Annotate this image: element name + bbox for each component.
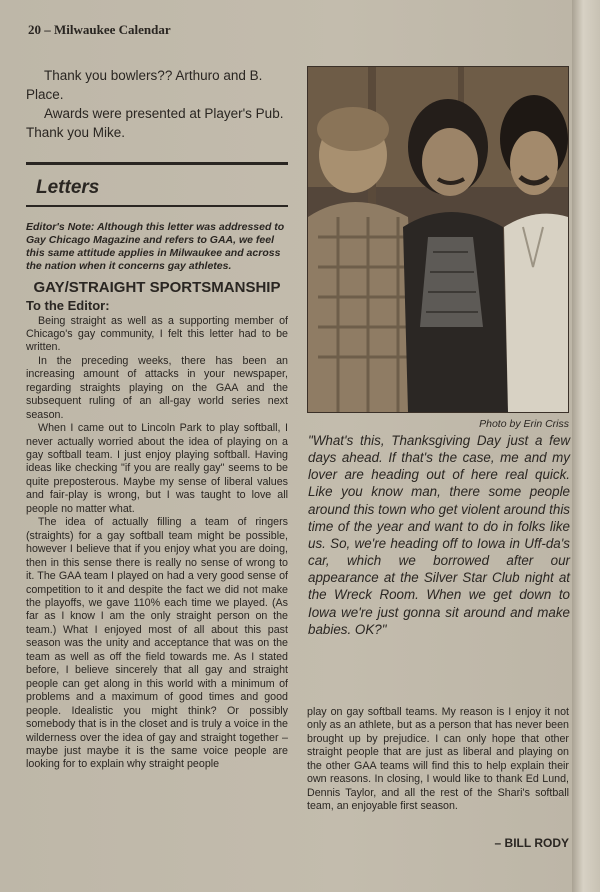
letter-body-left <box>26 315 288 772</box>
letter-paragraph: The idea of actually filling a team of ringers (straights) for a gay softball team might be possible, however I believe that if you enjoy what you are doing, then in this sense there is really no sense of wrong to it. The GAA team I played on had a very good sense of competition to it and despite the fact we did not make the playoffs, we gave 110% each time we played. (As far as I know I am the only straight person on the team.) What I enjoyed most of all about this past season was the unity and acceptance that was on the team as well as off the field towards me. As I stated before, I believe sincerely that all gay and straight people can get along in this world with a minimum of problems and a maximum of good times and good people. Idealistic you might think? Or possibly somebody that is in the closet and is truly a voice in the wilderness over the idea of gay and straight together – maybe just maybe it is the same voice people are looking for to explain why straight people <box>26 516 288 771</box>
letter-paragraph: play on gay softball teams. My reason is I enjoy it not only as an athlete, but as a person that has never been brought up by prejudice. I can only hope that other straight people that are just as liberal and playing on the other GAA teams will find this to help explain their own reasons. In closing, I would like to thank Ed Lund, Dennis Taylor, and all the rest of the Shari's softball team, an enjoyable first season. <box>307 706 569 813</box>
letter-paragraph: Being straight as well as a supporting member of Chicago's gay community, I felt this letter had to be written. <box>26 314 288 354</box>
photo-three-men <box>307 66 569 413</box>
page-edge <box>572 0 600 892</box>
letter-headline: GAY/STRAIGHT SPORTSMANSHIP <box>33 278 281 296</box>
intro-paragraph: Thank you bowlers?? Arthuro and B. Place. <box>26 68 263 102</box>
photo-caption-quote: "What's this, Thanksgiving Day just a few days ahead. If that's the case, me and my lover are heading out of here real quick. Like you know man, there some people around this town who get violent around this time of the year and want to do in folks like us. So, we're heading off to Iowa in Uff-da's car, which we borrowed after our appearance at the Silver Star Club night at the Wreck Room. When we get down to Iowa we're just gonna sit around and make babies. OK?" <box>308 433 570 637</box>
editor-note: Editor's Note: Although this letter was addressed to Gay Chicago Magazine and refers to GAA, we feel this same attitude applies in Milwaukee and across the nation when it concerns gay athletes. <box>26 220 285 272</box>
section-title: Letters <box>36 177 100 198</box>
intro-text <box>26 66 288 142</box>
section-rule <box>26 162 288 165</box>
letter-body-right <box>307 706 569 814</box>
letter-salutation: To the Editor: <box>26 297 110 313</box>
letter-signature: – BILL RODY <box>494 836 569 850</box>
page-header: 20 – Milwaukee Calendar <box>28 22 171 37</box>
letter-paragraph: When I came out to Lincoln Park to play softball, I never actually worried about the idea of playing on a gay softball team. I just enjoy playing softball. Having ideas like checking "if you are really gay" seems to be quite preposterous. Maybe my sense of liberal values and fair-play is wrong, but I was taught to love all people no matter what. <box>26 422 288 515</box>
left-column <box>26 66 288 772</box>
photo-illustration <box>308 67 568 412</box>
letter-paragraph: In the preceding weeks, there has been an increasing amount of attacks in your newspaper, regarding straights playing on the GAA and the subsequent ruling of an all-gay world series next season. <box>26 354 288 421</box>
section-rule-thin <box>26 205 288 207</box>
photo-credit: Photo by Erin Criss <box>479 418 569 430</box>
intro-paragraph: Awards were presented at Player's Pub. Thank you Mike. <box>26 106 284 140</box>
